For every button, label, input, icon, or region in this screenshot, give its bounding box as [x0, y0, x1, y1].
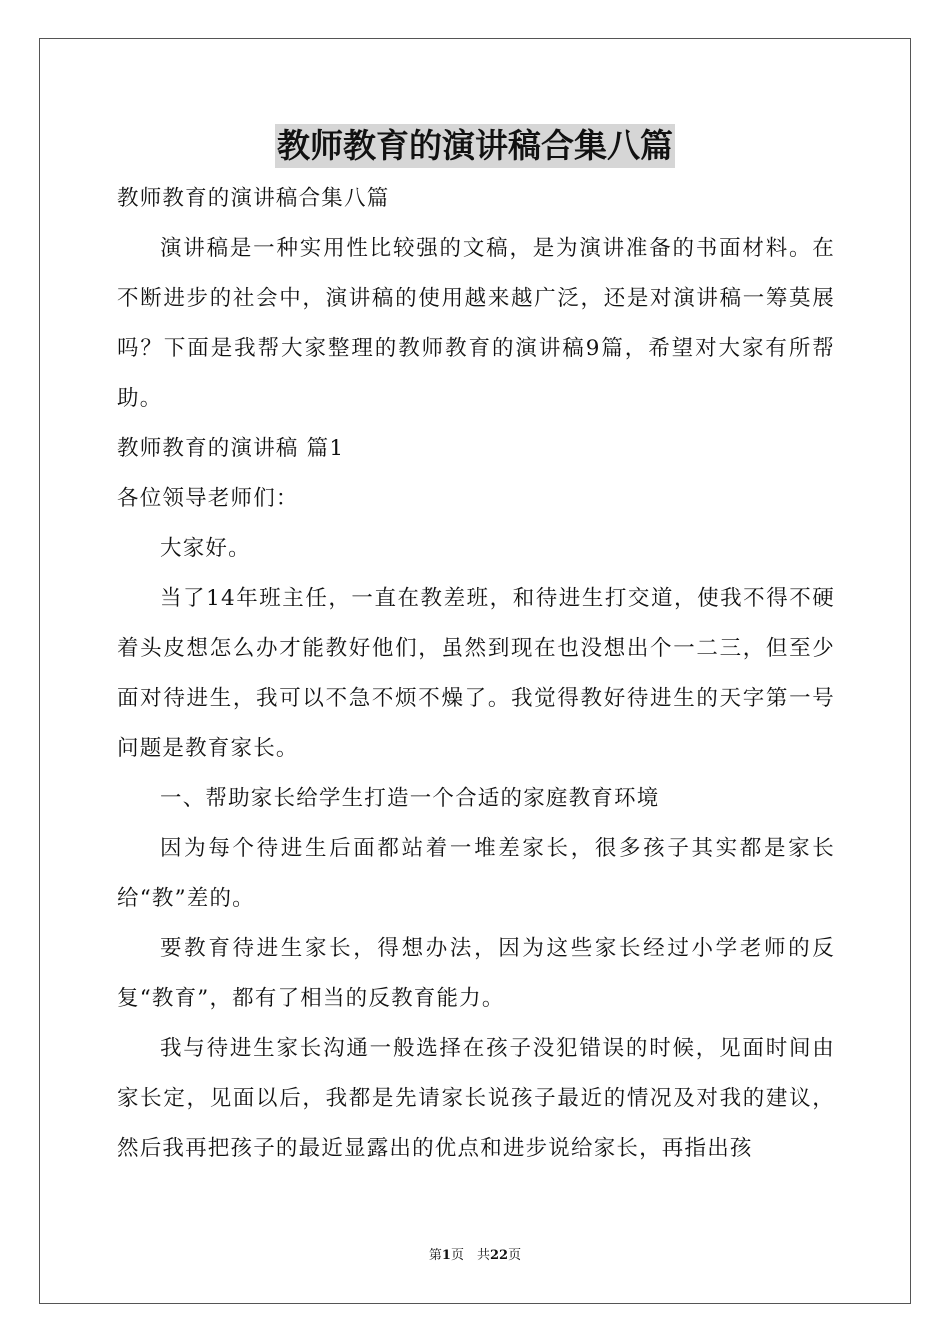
page-total: 22	[489, 1248, 509, 1263]
paragraph: 我与待进生家长沟通一般选择在孩子没犯错误的时候，见面时间由家长定，见面以后，我都是先请家长说孩子最近的情况及对我的建议，然后我再把孩子的最近显露出的优点和进步说给家长，再指出孩	[117, 1036, 835, 1161]
paragraph: 因为每个待进生后面都站着一堆差家长，很多孩子其实都是家长给“教”差的。	[117, 836, 835, 911]
document-title: 教师教育的演讲稿合集八篇	[275, 124, 675, 168]
subheading: 一、帮助家长给学生打造一个合适的家庭教育环境	[160, 786, 660, 811]
page-footer	[0, 1247, 950, 1265]
paragraph: 大家好。	[160, 536, 251, 561]
page-suffix: 页	[508, 1248, 522, 1263]
section-heading: 教师教育的演讲稿 篇1	[117, 436, 345, 461]
page-mid: 页 共	[450, 1248, 490, 1263]
paragraph: 演讲稿是一种实用性比较强的文稿，是为演讲准备的书面材料。在不断进步的社会中，演讲稿的使用越来越广泛，还是对演讲稿一筹莫展吗？下面是我帮大家整理的教师教育的演讲稿9篇，希望对大家有所帮助。	[117, 236, 835, 411]
page-current: 1	[441, 1248, 451, 1263]
page-prefix: 第	[428, 1248, 442, 1263]
paragraph: 当了14年班主任，一直在教差班，和待进生打交道，使我不得不硬着头皮想怎么办才能教好他们，虽然到现在也没想出个一二三，但至少面对待进生，我可以不急不烦不燥了。我觉得教好待进生的天字第一号问题是教育家长。	[117, 586, 835, 761]
paragraph: 教师教育的演讲稿合集八篇	[117, 186, 390, 211]
document-body	[117, 174, 835, 1174]
salutation: 各位领导老师们：	[117, 486, 299, 511]
title-container	[0, 124, 950, 168]
paragraph: 要教育待进生家长，得想办法，因为这些家长经过小学老师的反复“教育”，都有了相当的反教育能力。	[117, 936, 835, 1011]
